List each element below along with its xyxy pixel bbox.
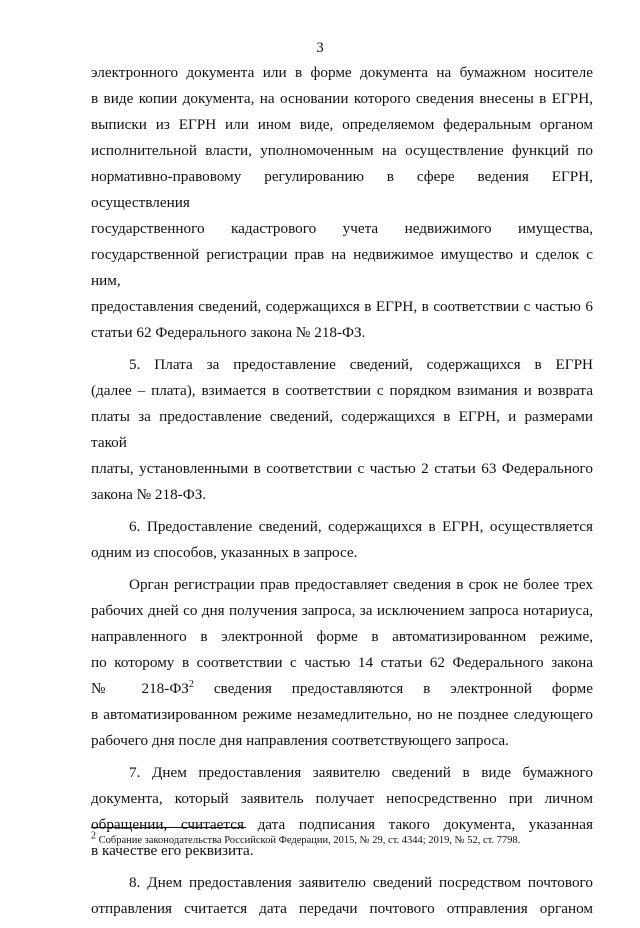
text-line: государственного кадастрового учета недвижимого имущества, — [91, 220, 593, 237]
paragraph-item-8 — [91, 870, 593, 922]
footnote-divider — [91, 827, 246, 828]
document-body — [91, 60, 593, 928]
footnote: $^2$ Собрание законодательства Российской Федерации, 2015, № 29, ст. 4344; 2019, № 52, ст. 7798. — [91, 830, 521, 846]
text-line: платы, установленными в соответствии с частью 2 статьи 63 Федерального — [91, 460, 593, 477]
text-line: 8. Днем предоставления заявителю сведений посредством почтового — [129, 874, 593, 891]
paragraph-registration-terms — [91, 572, 593, 754]
paragraph-item-5 — [91, 352, 593, 508]
text-line: документа, который заявитель получает непосредственно при личном — [91, 790, 593, 807]
text-line: исполнительной власти, уполномоченным на осуществление функций по — [91, 142, 593, 159]
text-line: направленного в электронной форме в автоматизированном режиме, — [91, 628, 593, 645]
paragraph-item-7 — [91, 760, 593, 864]
paragraph-item-6 — [91, 514, 593, 566]
text-line: государственной регистрации прав на недвижимое имущество и сделок с ним, — [91, 246, 593, 289]
text-line: 5. Плата за предоставление сведений, содержащихся в ЕГРН — [129, 356, 593, 373]
page-number: 3 — [316, 40, 324, 56]
text-line: Орган регистрации прав предоставляет сведения в срок не более трех — [129, 576, 593, 593]
text-line: (далее – плата), взимается в соответствии с порядком взимания и возврата — [91, 382, 593, 399]
text-line: 6. Предоставление сведений, содержащихся в ЕГРН, осуществляется — [129, 518, 593, 535]
text-line: рабочих дней со дня получения запроса, за исключением запроса нотариуса, — [91, 602, 593, 619]
text-line: выписки из ЕГРН или ином виде, определяемом федеральным органом — [91, 116, 593, 133]
text-line: в виде копии документа, на основании которого сведения внесены в ЕГРН, — [91, 90, 593, 107]
text-line: одним из способов, указанных в запросе. — [91, 544, 358, 561]
text-line: электронного документа или в форме документа на бумажном носителе — [91, 64, 593, 81]
paragraph-continuation — [91, 60, 593, 346]
text-line: отправления считается дата передачи почтового отправления органом — [91, 900, 593, 917]
text-line: рабочего дня после дня направления соответствующего запроса. — [91, 732, 509, 749]
text-line: платы за предоставление сведений, содержащихся в ЕГРН, и размерами такой — [91, 408, 593, 451]
text-line: по которому в соответствии с частью 14 статьи 62 Федерального закона — [91, 654, 593, 671]
text-line: в качестве его реквизита. — [91, 842, 254, 859]
text-line: в автоматизированном режиме незамедлительно, но не позднее следующего — [91, 706, 593, 723]
text-line: предоставления сведений, содержащихся в ЕГРН, в соответствии с частью 6 — [91, 298, 593, 315]
text-line: закона № 218-ФЗ. — [91, 486, 207, 503]
text-line: статьи 62 Федерального закона № 218-ФЗ. — [91, 324, 366, 341]
text-line: нормативно-правовому регулированию в сфере ведения ЕГРН, осуществления — [91, 168, 593, 211]
text-line: № $218-ФЗ^2$ сведения предоставляются в электронной форме — [91, 678, 593, 697]
text-line: обращении, считается дата подписания такого документа, указанная — [91, 816, 593, 833]
text-line: 7. Днем предоставления заявителю сведений в виде бумажного — [129, 764, 593, 781]
